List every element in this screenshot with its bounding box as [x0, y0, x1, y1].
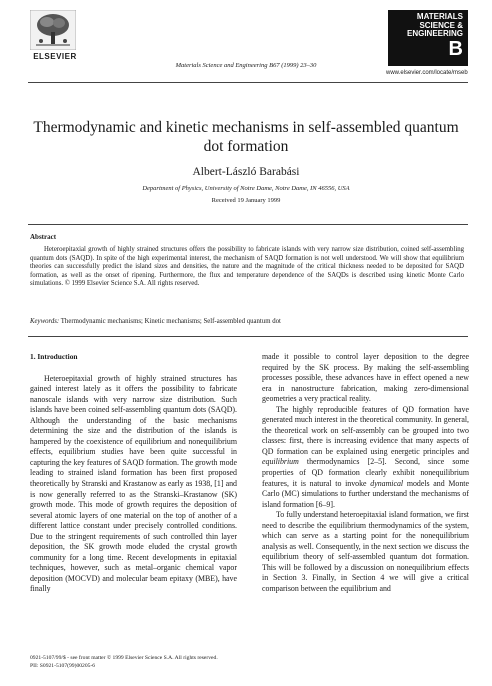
keywords [30, 318, 464, 325]
paragraph [262, 405, 469, 510]
emphasis: equilibrium [262, 457, 299, 467]
journal-logo-line1: MATERIALS [416, 12, 463, 21]
article-title: Thermodynamic and kinetic mechanisms in self-assembled quantum dot formation [33, 119, 459, 155]
abstract-top-rule [28, 224, 468, 225]
journal-citation: Materials Science and Engineering B67 (1999) 23–30 [175, 62, 317, 69]
paragraph: Heteroepitaxial growth of highly strained structures has gained interest lately as it offers the possibility to fabricate nanoscale islands with very narrow size distribution. Such islands have been coined self-assembling quantum dots (SAQD). Although the understanding of the basic mechanisms determining the size and the distribution of the islands is hampered by the coexistence of equilibrium and nonequilibrium effects, equilibrium studies have been quite successful in capturing the key features of SAQD formation. The growth mode leading to strained island formation has been first proposed theoretically by Stranski and Krastanow as early as 1938, [1] and is now generally referred to as the Stranski–Krastanow (SK) growth mode. This mode of growth requires the deposition of several atomic layers of one material on the top of another of a different lattice constant under precisely controlled conditions. Due to the stringent requirements of such controlled thin layer deposition, the SK growth mode eluded the crystal growth community for a long time. Recent developments in epitaxial techniques, however, such as metal–organic chemical vapor deposition (MOCVD) and molecular beam epitaxy (MBE), have finally [30, 373, 237, 594]
abstract-bottom-rule [28, 336, 468, 337]
header-rule [28, 82, 468, 83]
section-heading: 1. Introduction [30, 352, 78, 361]
right-column [262, 352, 469, 595]
emphasis: dynamical [370, 478, 404, 488]
publisher-name: ELSEVIER [33, 52, 77, 61]
journal-logo-line3: ENGINEERING [406, 29, 463, 38]
journal-logo-line2: SCIENCE & [419, 20, 463, 30]
copyright-line: 0921-5107/99/$ - see front matter © 1999 Elsevier Science S.A. All rights reserved. [30, 655, 218, 661]
author-affiliation: Department of Physics, University of Notre Dame, Notre Dame, IN 46556, USA [142, 185, 350, 192]
paragraph-text: thermodynamics [2–5]. Second, since some properties of QD formation clearly exhibit nonequilibrium features, it is natural to invoke [262, 457, 469, 488]
journal-logo [388, 10, 468, 66]
elsevier-tree-logo [30, 10, 76, 50]
paragraph: To fully understand heteroepitaxial island formation, we first need to describe the equilibrium thermodynamics of the system, which can serve as a starting point for the nonequilibrium analysis as well. Consequently, in the next section we discuss the equilibrium theory of self-assembled quantum dot formation. This will be followed by a discussion on nonequilibrium effects in Section 3. Finally, in Section 4 we will give a critical comparison between the equilibrium and [262, 510, 469, 594]
pii-line: PII: S0921-5107(99)00205-6 [30, 662, 96, 669]
article-author: Albert-László Barabási [192, 166, 300, 178]
journal-url[interactable]: www.elsevier.com/locate/mseb [386, 70, 468, 76]
footer [30, 655, 218, 670]
keywords-list: Thermodynamic mechanisms; Kinetic mechanisms; Self-assembled quantum dot [60, 318, 281, 325]
paragraph-text: The highly reproducible features of QD formation have generated much interest in the theoretical community. In general, the theoretical work on self-assembly can be grouped into two classes: first, there is increasing evidence that many aspects of QD formation can be explained using energetic principles and [262, 404, 469, 456]
left-column [30, 352, 237, 595]
received-date: Received 19 January 1999 [211, 197, 281, 204]
abstract-heading: Abstract [30, 233, 57, 241]
paragraph: made it possible to control layer deposition to the degree required by the SK process. By making the self-assembling processes possible, these advances have in effect opened a new era in nanostructure fabrication, making zero-dimensional geometries a very practical reality. [262, 352, 469, 404]
journal-logo-letter: B [448, 37, 463, 60]
abstract-text: Heteroepitaxial growth of highly strained structures offers the possibility to fabricate islands with very narrow size distribution, coined self-assembling quantum dots (SAQD). In spite of the high experimental interest, the mechanism of SAQD formation is not well understood. We will show that equilibrium theories can successfully predict the island sizes and densities, the nature and the magnitude of the critical thickness needed to be deposited for SAQD formation, as well as the onset of ripening. Furthermore, the flux and temperature dependence of the SAQDs is described using kinetic Monte Carlo simulations. © 1999 Elsevier Science S.A. All rights reserved. [30, 246, 464, 288]
paragraph-text: models and Monte Carlo (MC) simulations to further understand the mechanisms of island formation [6–9]. [262, 478, 469, 509]
keywords-label: Keywords: [30, 318, 60, 325]
